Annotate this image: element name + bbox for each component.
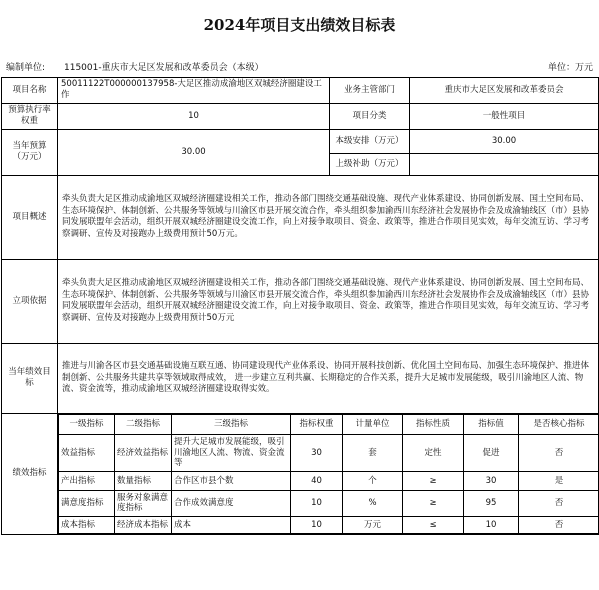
project-name-label: 项目名称	[2, 78, 58, 104]
table-cell: ≥	[403, 471, 464, 490]
perf-header-cell: 计量单位	[343, 414, 403, 434]
table-cell: 服务对象满意度指标	[115, 490, 172, 516]
table-cell: 万元	[343, 516, 403, 533]
goal-label: 当年绩效目标	[2, 343, 58, 413]
table-cell: 成本指标	[59, 516, 115, 533]
table-cell: 满意度指标	[59, 490, 115, 516]
table-cell: 定性	[403, 434, 464, 471]
table-cell: 产出指标	[59, 471, 115, 490]
perf-header-cell: 指标权重	[291, 414, 343, 434]
table-cell: 合作成效满意度	[172, 490, 291, 516]
table-row	[59, 490, 599, 516]
rate-label: 预算执行率权重	[2, 103, 58, 129]
perf-header-cell: 二级指标	[115, 414, 172, 434]
table-cell: 95	[464, 490, 519, 516]
table-cell: 经济效益指标	[115, 434, 172, 471]
perf-label: 绩效指标	[2, 413, 58, 534]
overview-text: 牵头负责大足区推动成渝地区双城经济圈建设相关工作，推动各部门围绕交通基础设施、现代产业体系建设、协同创新发展、国土空间布局、生态环境保护、体制创新、公共服务等领域与川渝区市县开展交流合作，牵头组织参加渝西川东经济社会发展协作会及成渝轴线区（市）县协同发展联盟年会活动，组织开展双城经济圈建设交流工作，向上对接争取项目、资金、政策等，推进合作项目见实效，每年交流互访、学习考察调研、宣传及对接跑办上级费用预计50万元。	[58, 175, 599, 259]
subsidy-label: 上级补助（万元）	[330, 153, 410, 175]
goal-text: 推进与川渝各区市县交通基础设施互联互通、协同建设现代产业体系设、协同开展科技创新、优化国土空间布局、加强生态环境保护、推进体制创新、公共服务共建共享等领域取得成效， 进一步建立互利共赢、长期稳定的合作关系，提升大足城市发展能级，吸引川渝地区人流、物流、资金流等，推动成渝地区双城经济圈建设取得实效。	[58, 343, 599, 413]
local-label: 本级安排（万元）	[330, 129, 410, 153]
table-cell: 促进	[464, 434, 519, 471]
perf-header-row	[59, 414, 599, 434]
table-row	[59, 471, 599, 490]
subsidy-value	[410, 153, 599, 175]
perf-header-cell: 是否核心指标	[519, 414, 599, 434]
project-name-value: 50011122T000000137958-大足区推动成渝地区双城经济圈建设工作	[58, 78, 330, 104]
perf-table	[58, 414, 599, 534]
basis-label: 立项依据	[2, 259, 58, 343]
table-cell: 成本	[172, 516, 291, 533]
unit-line	[0, 57, 599, 73]
table-cell: 是	[519, 471, 599, 490]
table-cell: 否	[519, 434, 599, 471]
table-cell: 合作区市县个数	[172, 471, 291, 490]
overview-label: 项目概述	[2, 175, 58, 259]
table-cell: 30	[464, 471, 519, 490]
currency-label: 单位：万元	[547, 63, 593, 73]
perf-header-cell: 指标性质	[403, 414, 464, 434]
table-cell: 否	[519, 490, 599, 516]
table-cell: 40	[291, 471, 343, 490]
basis-text: 牵头负责大足区推动成渝地区双城经济圈建设相关工作，推动各部门围绕交通基础设施、现代产业体系建设、协同创新发展、国土空间布局、生态环境保护、体制创新、公共服务等领域与川渝区市县开展交流合作，牵头组织参加渝西川东经济社会发展协作会及成渝轴线区（市）县协同发展联盟年会活动，组织开展双城经济圈建设交流工作，向上对接争取项目、资金、政策等，推进合作项目见实效，每年交流互访、学习考察调研、宣传及对接跑办上级费用预计50万元	[58, 259, 599, 343]
perf-header-cell: 一级指标	[59, 414, 115, 434]
table-cell: 效益指标	[59, 434, 115, 471]
budget-label: 当年预算（万元）	[2, 129, 58, 175]
category-label: 项目分类	[330, 103, 410, 129]
table-cell: 个	[343, 471, 403, 490]
perf-header-cell: 三级指标	[172, 414, 291, 434]
dept-label: 业务主管部门	[330, 78, 410, 104]
unit-label: 编制单位:	[6, 63, 46, 73]
table-cell: ≥	[403, 490, 464, 516]
table-cell: 10	[464, 516, 519, 533]
table-cell: 否	[519, 516, 599, 533]
perf-header-cell: 指标值	[464, 414, 519, 434]
table-cell: 套	[343, 434, 403, 471]
table-cell: %	[343, 490, 403, 516]
category-value: 一般性项目	[410, 103, 599, 129]
budget-value: 30.00	[58, 129, 330, 175]
page-title: 2024年项目支出绩效目标表	[203, 16, 396, 34]
rate-value: 10	[58, 103, 330, 129]
unit-value: 115001-重庆市大足区发展和改革委员会（本级）	[64, 63, 264, 73]
table-cell: 30	[291, 434, 343, 471]
table-row	[59, 434, 599, 471]
dept-value: 重庆市大足区发展和改革委员会	[410, 78, 599, 104]
table-cell: 10	[291, 516, 343, 533]
table-row	[59, 516, 599, 533]
local-value: 30.00	[410, 129, 599, 153]
table-cell: 提升大足城市发展能级，吸引川渝地区人流、物流、资金流等	[172, 434, 291, 471]
table-cell: 经济成本指标	[115, 516, 172, 533]
table-cell: ≤	[403, 516, 464, 533]
table-cell: 数量指标	[115, 471, 172, 490]
performance-target-table	[1, 77, 599, 535]
table-cell: 10	[291, 490, 343, 516]
perf-cell	[58, 413, 599, 534]
